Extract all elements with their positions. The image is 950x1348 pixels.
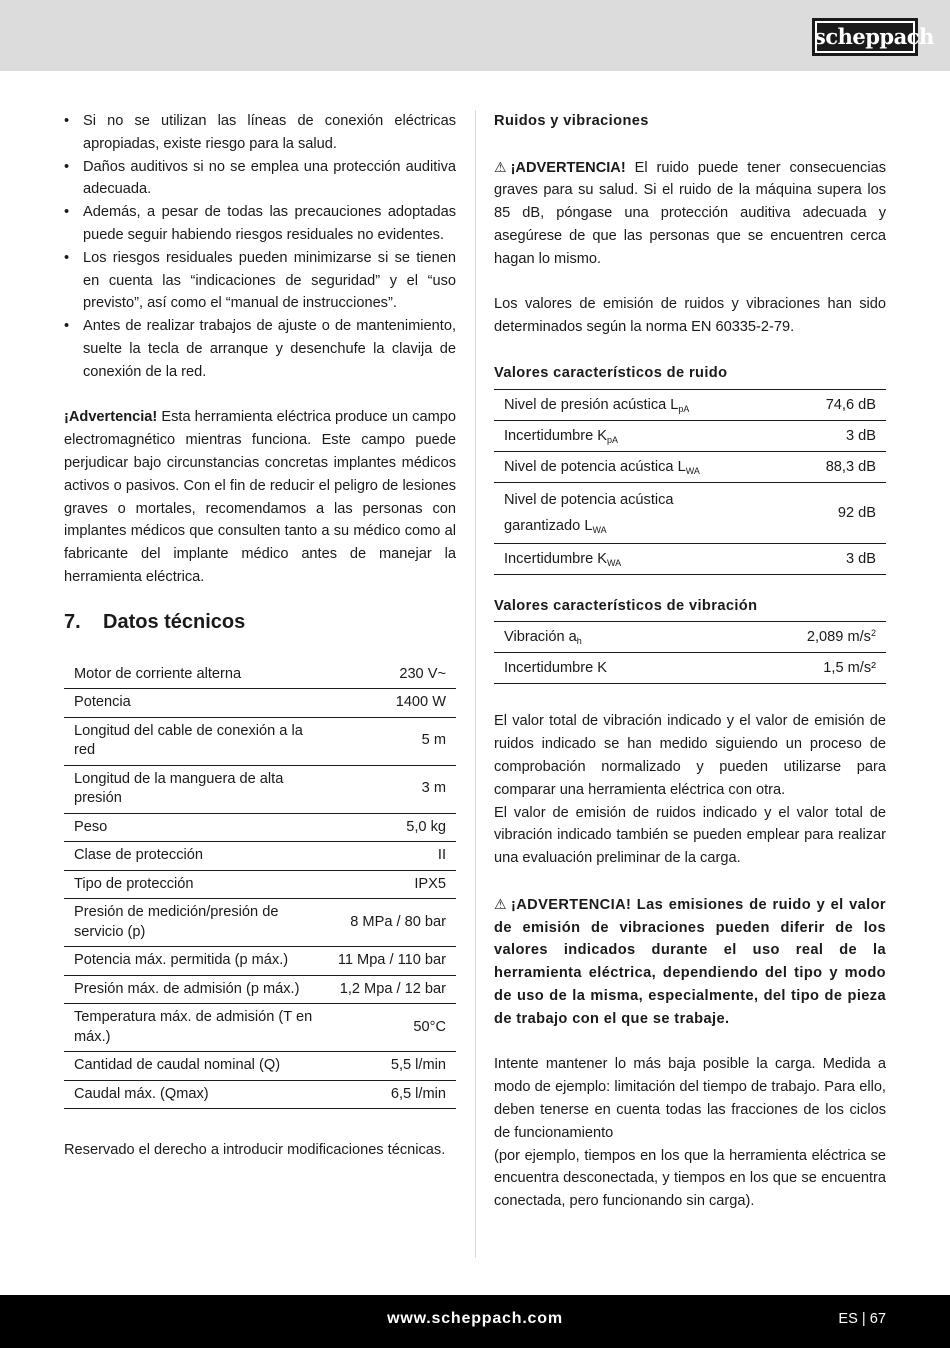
- table-row: [494, 653, 886, 684]
- row-label: Incertidumbre K: [494, 653, 721, 684]
- vibration-paragraph-2: El valor de emisión de ruidos indicado y el valor total de vibración indicado también se pueden emplear para realizar una evaluación preliminar de la carga.: [494, 804, 886, 867]
- row-label: Peso: [64, 813, 328, 842]
- warning-triangle-icon: ⚠: [494, 895, 507, 912]
- risk-bullet-list: [64, 110, 456, 384]
- warning-text: Las emisiones de ruido y el valor de emisión de vibraciones pueden diferir de los valores indicados durante el uso real de la herramienta eléctrica, dependiendo del tipo y modo de uso de la misma, especialmente, del tipo de pieza de trabajo con el que se trabaje.: [494, 896, 886, 1027]
- row-value: 5,5 l/min: [328, 1052, 456, 1081]
- row-label: Cantidad de caudal nominal (Q): [64, 1052, 328, 1081]
- table-row: [64, 765, 456, 813]
- em-field-warning: [64, 406, 456, 588]
- table-row: [494, 389, 886, 420]
- table-row: [64, 813, 456, 842]
- row-label: Tipo de protección: [64, 870, 328, 899]
- row-label: Potencia: [64, 689, 328, 718]
- noise-warning: [494, 156, 886, 271]
- right-column: [494, 110, 886, 1213]
- vibration-paragraph-1: El valor total de vibración indicado y el valor de emisión de ruidos indicado se han medido siguiendo un proceso de comprobación normalizado y pueden utilizarse para comparar una herramienta eléctrica con otra.: [494, 713, 886, 798]
- row-value: II: [328, 842, 456, 871]
- row-label: Caudal máx. (Qmax): [64, 1080, 328, 1109]
- row-value: 5,0 kg: [328, 813, 456, 842]
- warning-label: ¡ADVERTENCIA!: [510, 896, 632, 913]
- row-value: 3 dB: [790, 420, 886, 451]
- row-value: 3 dB: [790, 543, 886, 574]
- row-value: 1,2 Mpa / 12 bar: [328, 975, 456, 1004]
- website-link[interactable]: www.scheppach.com: [387, 1310, 563, 1327]
- row-label: Presión de medición/presión de servicio (p): [64, 899, 328, 947]
- warning-text: Esta herramienta eléctrica produce un campo electromagnético mientras funciona. Este campo puede perjudicar bajo circunstancias concretas implantes médicos activos o pasivos. Con el fin de reducir el peligro de lesiones graves o mortales, recomendamos a las personas con implantes médicos que consulten tanto a su médico como al fabricante del implante médico antes de manejar la herramienta eléctrica.: [64, 409, 456, 585]
- table-row: [64, 1080, 456, 1109]
- scheppach-logo: scheppach: [812, 18, 918, 56]
- table-row: [494, 543, 886, 574]
- row-value: 92 dB: [790, 482, 886, 543]
- emission-note: Los valores de emisión de ruidos y vibraciones han sido determinados según la norma EN 60335-2-79.: [494, 296, 886, 336]
- row-value: 50°C: [328, 1004, 456, 1052]
- section-title: Datos técnicos: [103, 610, 246, 633]
- row-label: Longitud del cable de conexión a la red: [64, 717, 328, 765]
- load-paragraph-2: (por ejemplo, tiempos en los que la herramienta eléctrica se encuentra desconectada, y tiempos en los que se encuentra conectada, pero funcionando sin carga).: [494, 1147, 886, 1210]
- row-label: Temperatura máx. de admisión (T en máx.): [64, 1004, 328, 1052]
- row-label: Longitud de la manguera de alta presión: [64, 765, 328, 813]
- table-row: [64, 661, 456, 689]
- table-row: [494, 451, 886, 482]
- page-header: [0, 0, 950, 71]
- bullet-item: • Daños auditivos si no se emplea una protección auditiva adecuada.: [64, 156, 456, 202]
- row-label: Nivel de potencia acústica $L_{WA}$: [494, 451, 790, 482]
- bullet-item: • Antes de realizar trabajos de ajuste o de mantenimiento, suelte la tecla de arranque y desenchufe la clavija de conexión de la red.: [64, 315, 456, 383]
- row-label: Incertidumbre $K_{WA}$: [494, 543, 790, 574]
- section-number: 7.: [64, 610, 81, 633]
- row-value: 1,5 m/s²: [721, 653, 886, 684]
- row-value: 2,089 $m/s^2$: [721, 622, 886, 653]
- bullet-item: • Además, a pesar de todas las precauciones adoptadas puede seguir habiendo riesgos residuales no evidentes.: [64, 201, 456, 247]
- row-value: IPX5: [328, 870, 456, 899]
- column-divider: [475, 110, 476, 1258]
- row-label: Vibración $a_h$: [494, 622, 721, 653]
- page-footer: [0, 1295, 950, 1348]
- row-label: Presión máx. de admisión (p máx.): [64, 975, 328, 1004]
- noise-values-table: [494, 389, 886, 575]
- table-row: [64, 870, 456, 899]
- emission-warning: [494, 893, 886, 1031]
- row-label: Nivel de presión acústica $L_{pA}$: [494, 389, 790, 420]
- noise-values-heading: Valores característicos de ruido: [494, 364, 728, 381]
- noise-vibration-heading: Ruidos y vibraciones: [494, 113, 649, 129]
- bullet-item: • Los riesgos residuales pueden minimizarse si se tienen en cuenta las “indicaciones de seguridad” y el “uso previsto”, así como el “manual de instrucciones”.: [64, 247, 456, 315]
- row-value: 88,3 dB: [790, 451, 886, 482]
- row-label: Clase de protección: [64, 842, 328, 871]
- table-row: [64, 947, 456, 976]
- warning-text: El ruido puede tener consecuencias graves para su salud. Si el ruido de la máquina supera los 85 dB, póngase una protección auditiva adecuada y asegúrese de que las personas que se encuentren cerca hagan lo mismo.: [494, 159, 886, 267]
- table-row: [494, 622, 886, 653]
- row-value: 3 m: [328, 765, 456, 813]
- table-row: [64, 689, 456, 718]
- page-number: ES | 67: [838, 1311, 886, 1327]
- warning-label: ¡Advertencia!: [64, 409, 158, 426]
- vibration-values-table: [494, 621, 886, 684]
- row-value: 74,6 dB: [790, 389, 886, 420]
- row-value: 5 m: [328, 717, 456, 765]
- row-label: Potencia máx. permitida (p máx.): [64, 947, 328, 976]
- table-row: [64, 1052, 456, 1081]
- row-value: 11 Mpa / 110 bar: [328, 947, 456, 976]
- table-row: [64, 975, 456, 1004]
- row-label: Incertidumbre $K_{pA}$: [494, 420, 790, 451]
- row-value: 6,5 l/min: [328, 1080, 456, 1109]
- table-row: [64, 842, 456, 871]
- reserved-note: Reservado el derecho a introducir modificaciones técnicas.: [64, 1142, 446, 1159]
- bullet-item: • Si no se utilizan las líneas de conexión eléctricas apropiadas, existe riesgo para la salud.: [64, 110, 456, 156]
- row-value: 230 V~: [328, 661, 456, 689]
- row-label: Motor de corriente alterna: [64, 661, 328, 689]
- table-row: [64, 899, 456, 947]
- technical-data-table: [64, 661, 456, 1110]
- vibration-values-heading: Valores característicos de vibración: [494, 597, 758, 614]
- load-paragraph-1: Intente mantener lo más baja posible la carga. Medida a modo de ejemplo: limitación del tiempo de trabajo. Para ello, deben tenerse en cuenta todas las fracciones de los ciclos de funcionamiento: [494, 1056, 886, 1141]
- row-value: 1400 W: [328, 689, 456, 718]
- table-row: [64, 1004, 456, 1052]
- table-row: [494, 482, 886, 543]
- warning-triangle-icon: ⚠: [494, 158, 507, 175]
- table-row: [64, 717, 456, 765]
- left-column: [64, 110, 456, 1162]
- section-heading: [64, 609, 456, 635]
- row-label: Nivel de potencia acústica garantizado $L_{WA}$: [494, 482, 790, 543]
- warning-label: ¡ADVERTENCIA!: [510, 159, 626, 176]
- row-value: 8 MPa / 80 bar: [328, 899, 456, 947]
- table-row: [494, 420, 886, 451]
